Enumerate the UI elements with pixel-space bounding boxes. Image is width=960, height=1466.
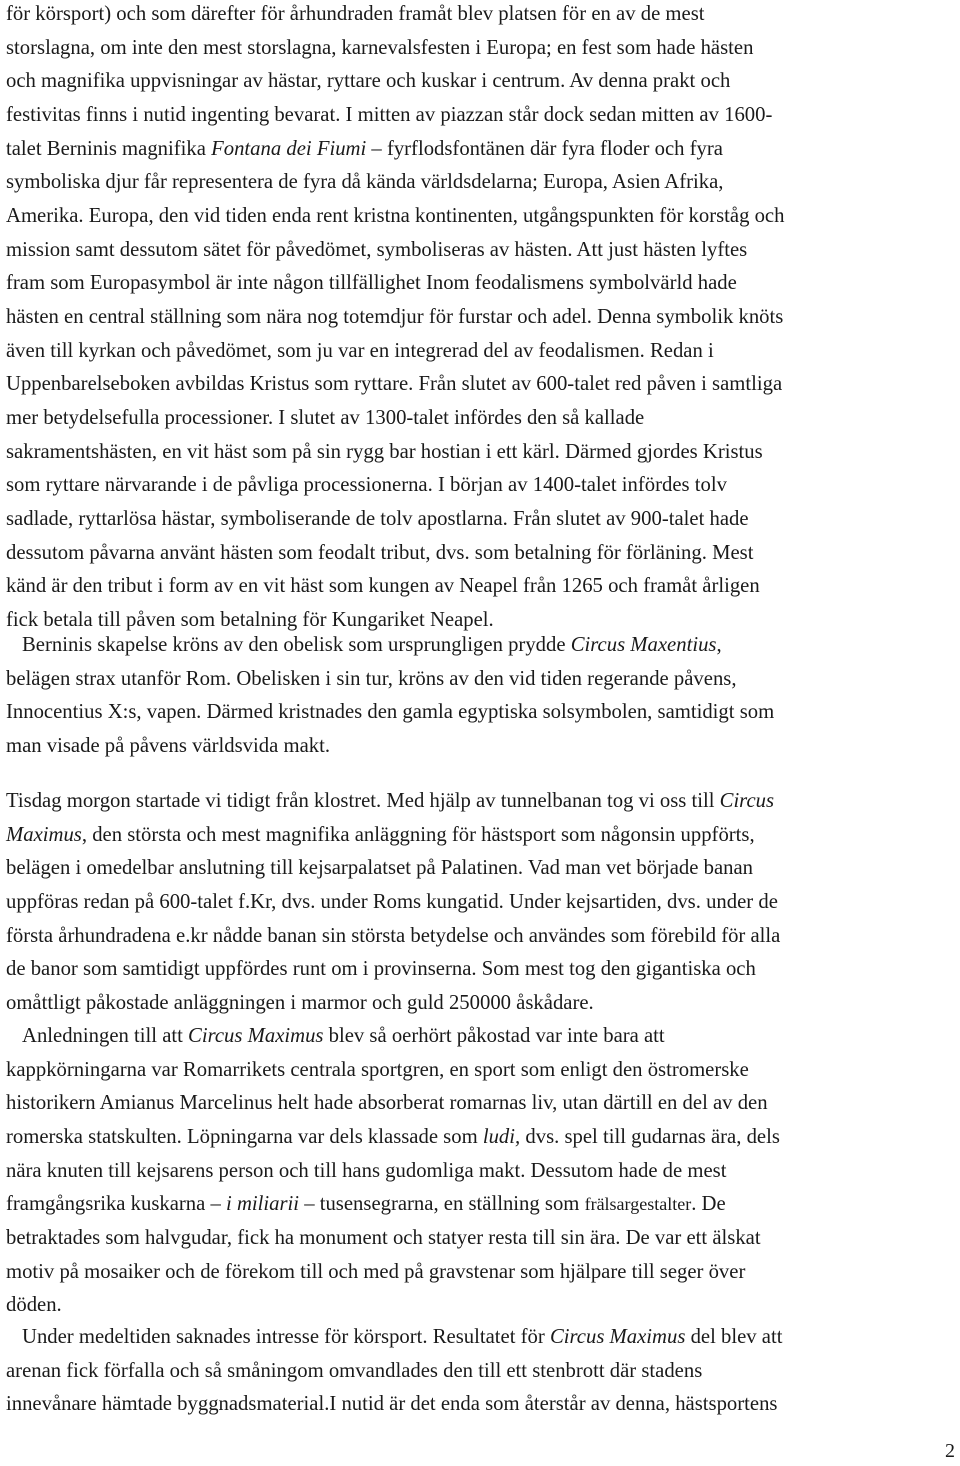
text-line: dessutom påvarna använt hästen som feodalt tribut, dvs. som betalning för förläning. Mest [6, 541, 754, 564]
paragraph-3 [6, 785, 956, 1021]
text-line [6, 819, 956, 853]
text-line: hästen en central ställning som nära nog totemdjur för furstar och adel. Denna symbolik knöts [6, 305, 784, 328]
text-run: Under medeltiden saknades intresse för körsport. Resultatet för [22, 1326, 550, 1348]
text-line: uppföras redan på 600-talet f.Kr, dvs. under Roms kungatid. Under kejsartiden, dvs. under de [6, 890, 778, 913]
text-run: framgångsrika kuskarna [6, 1193, 211, 1216]
small-text: frälsargestalter [584, 1194, 692, 1215]
text-line: betraktades som halvgudar, fick ha monument och statyer resta till sin ära. De var ett älskat [6, 1226, 761, 1249]
italic-term: ludi, [482, 1125, 521, 1148]
text-run: Berninis skapelse kröns av den obelisk som ursprungligen prydde [22, 634, 571, 656]
text-line: nära knuten till kejsarens person och till hans gudomliga makt. Dessutom hade de mest [6, 1159, 727, 1182]
text-line: symboliska djur får representera de fyra då kända världsdelarna; Europa, Asien Afrika, [6, 171, 724, 194]
text-line: första århundradena e.kr nådde banan sin största betydelse och användes som förebild för alla [6, 924, 781, 947]
text-line: kappkörningarna var Romarrikets centrala sportgren, en sport som enligt den östromerske [6, 1058, 749, 1081]
text-line: sakramentshästen, en vit häst som på sin rygg bar hostian i ett kärl. Därmed gjordes Kristus [6, 440, 763, 463]
text-line: mer betydelsefulla processioner. I slutet av 1300-talet infördes den så kallade [6, 406, 645, 429]
italic-title: Circus Maximus [188, 1025, 324, 1047]
text-line: arenan fick förfalla och så småningom omvandlades den till ett stenbrott där stadens [6, 1359, 703, 1382]
text-line: innevånare hämtade byggnadsmaterial.I nutid är det enda som återstår av denna, hästsportens [6, 1393, 778, 1416]
text-line [6, 1121, 956, 1155]
paragraph-5 [6, 1321, 956, 1422]
text-run: Tisdag morgon startade vi tidigt från klostret. Med hjälp av tunnelbanan tog vi oss till [6, 790, 720, 812]
text-run: dvs. spel till gudarnas ära, dels [520, 1125, 780, 1148]
text-line: mission samt dessutom sätet för påvedömet, symboliseras av hästen. Att just hästen lyftes [6, 238, 748, 261]
text-line: döden. [6, 1294, 62, 1317]
text-line: belägen i omedelbar anslutning till kejsarpalatset på Palatinen. Vad man vet började banan [6, 857, 754, 880]
text-run: fyrflodsfontänen där fyra floder och fyra [381, 137, 723, 160]
text-line: som ryttare närvarande i de påvliga processionerna. I början av 1400-talet infördes tolv [6, 474, 727, 497]
text-line: fick betala till påven som betalning för Kungariket Neapel. [6, 608, 494, 631]
text-line [6, 1321, 956, 1355]
text-line: belägen strax utanför Rom. Obelisken i sin tur, kröns av den vid tiden regerande påvens, [6, 667, 737, 690]
text-line: Amerika. Europa, den vid tiden enda rent kristna kontinenten, utgångspunkten för korståg och [6, 204, 785, 227]
text-line: fram som Europasymbol är inte någon tillfällighet Inom feodalismens symbolvärld hade [6, 272, 737, 295]
text-line: omåttligt påkostade anläggningen i marmor och guld 250000 åskådare. [6, 991, 594, 1014]
text-line: även till kyrkan och påvedömet, som ju var en integrerad del av feodalismen. Redan i [6, 339, 714, 362]
text-line [6, 785, 956, 819]
text-run: Anledningen till att [22, 1025, 189, 1047]
italic-title: Circus Maxentius [570, 634, 717, 656]
text-line: man visade på påvens världsvida makt. [6, 734, 331, 757]
text-line: känd är den tribut i form av en vit häst som kungen av Neapel från 1265 och framåt årligen [6, 575, 760, 598]
text-run: tusensegrarna, en ställning som [314, 1193, 585, 1216]
page-number: 2 [945, 1440, 955, 1462]
paragraph-1 [6, 0, 956, 637]
text-line: de banor som samtidigt uppfördes runt om i provinserna. Som mest tog den gigantiska och [6, 958, 756, 981]
text-line: för körsport) och som därefter för århundraden framåt blev platsen för en av de mest [6, 3, 705, 25]
paragraph-4 [6, 1020, 956, 1323]
text-line: sadlade, ryttarlösa hästar, symboliserande de tolv apostlarna. Från slutet av 900-talet hade [6, 507, 749, 530]
italic-title: Circus Maximus [549, 1326, 686, 1348]
text-line: talet Berninis magnifika Fontana dei Fiumi – fyrflodsfontänen där fyra floder och fyra [6, 137, 723, 160]
text-line: och magnifika uppvisningar av hästar, ryttare och kuskar i centrum. Av denna prakt och [6, 70, 731, 93]
italic-title: Circus [719, 790, 775, 812]
text-run: romerska statskulten. Löpningarna var dels klassade som [6, 1125, 483, 1148]
text-run: talet Berninis magnifika [6, 137, 212, 160]
italic-title: Fontana dei Fiumi [211, 137, 367, 160]
text-line: Uppenbarelseboken avbildas Kristus som ryttare. Från slutet av 600-talet red påven i samtliga [6, 373, 783, 396]
text-run: . De [691, 1193, 726, 1216]
text-run: , [716, 634, 722, 656]
text-line: framgångsrika kuskarna – i miliarii – tusensegrarna, en ställning som frälsargestalter. De [6, 1193, 726, 1216]
text-line [6, 1020, 956, 1054]
text-line: historikern Amianus Marcelinus helt hade absorberat romarnas liv, utan därtill en del av den [6, 1092, 768, 1115]
text-run: , den största och mest magnifika anläggning för hästsport som någonsin uppförts, [81, 823, 755, 846]
paragraph-2 [6, 629, 956, 764]
text-run: del blev att [685, 1326, 783, 1348]
italic-title: Maximus [6, 823, 82, 846]
italic-term: i miliarii [226, 1193, 300, 1216]
text-line: motiv på mosaiker och de förekom till och med på gravstenar som hjälpare till seger över [6, 1260, 746, 1283]
text-run: blev så oerhört påkostad var inte bara att [323, 1025, 665, 1047]
text-line: storslagna, om inte den mest storslagna, karnevalsfesten i Europa; en fest som hade hästen [6, 36, 754, 59]
text-line: festivitas finns i nutid ingenting bevarat. I mitten av piazzan står dock sedan mitten av 1600- [6, 103, 773, 126]
text-line: Innocentius X:s, vapen. Därmed kristnades den gamla egyptiska solsymbolen, samtidigt som [6, 701, 775, 724]
text-line [6, 629, 956, 663]
